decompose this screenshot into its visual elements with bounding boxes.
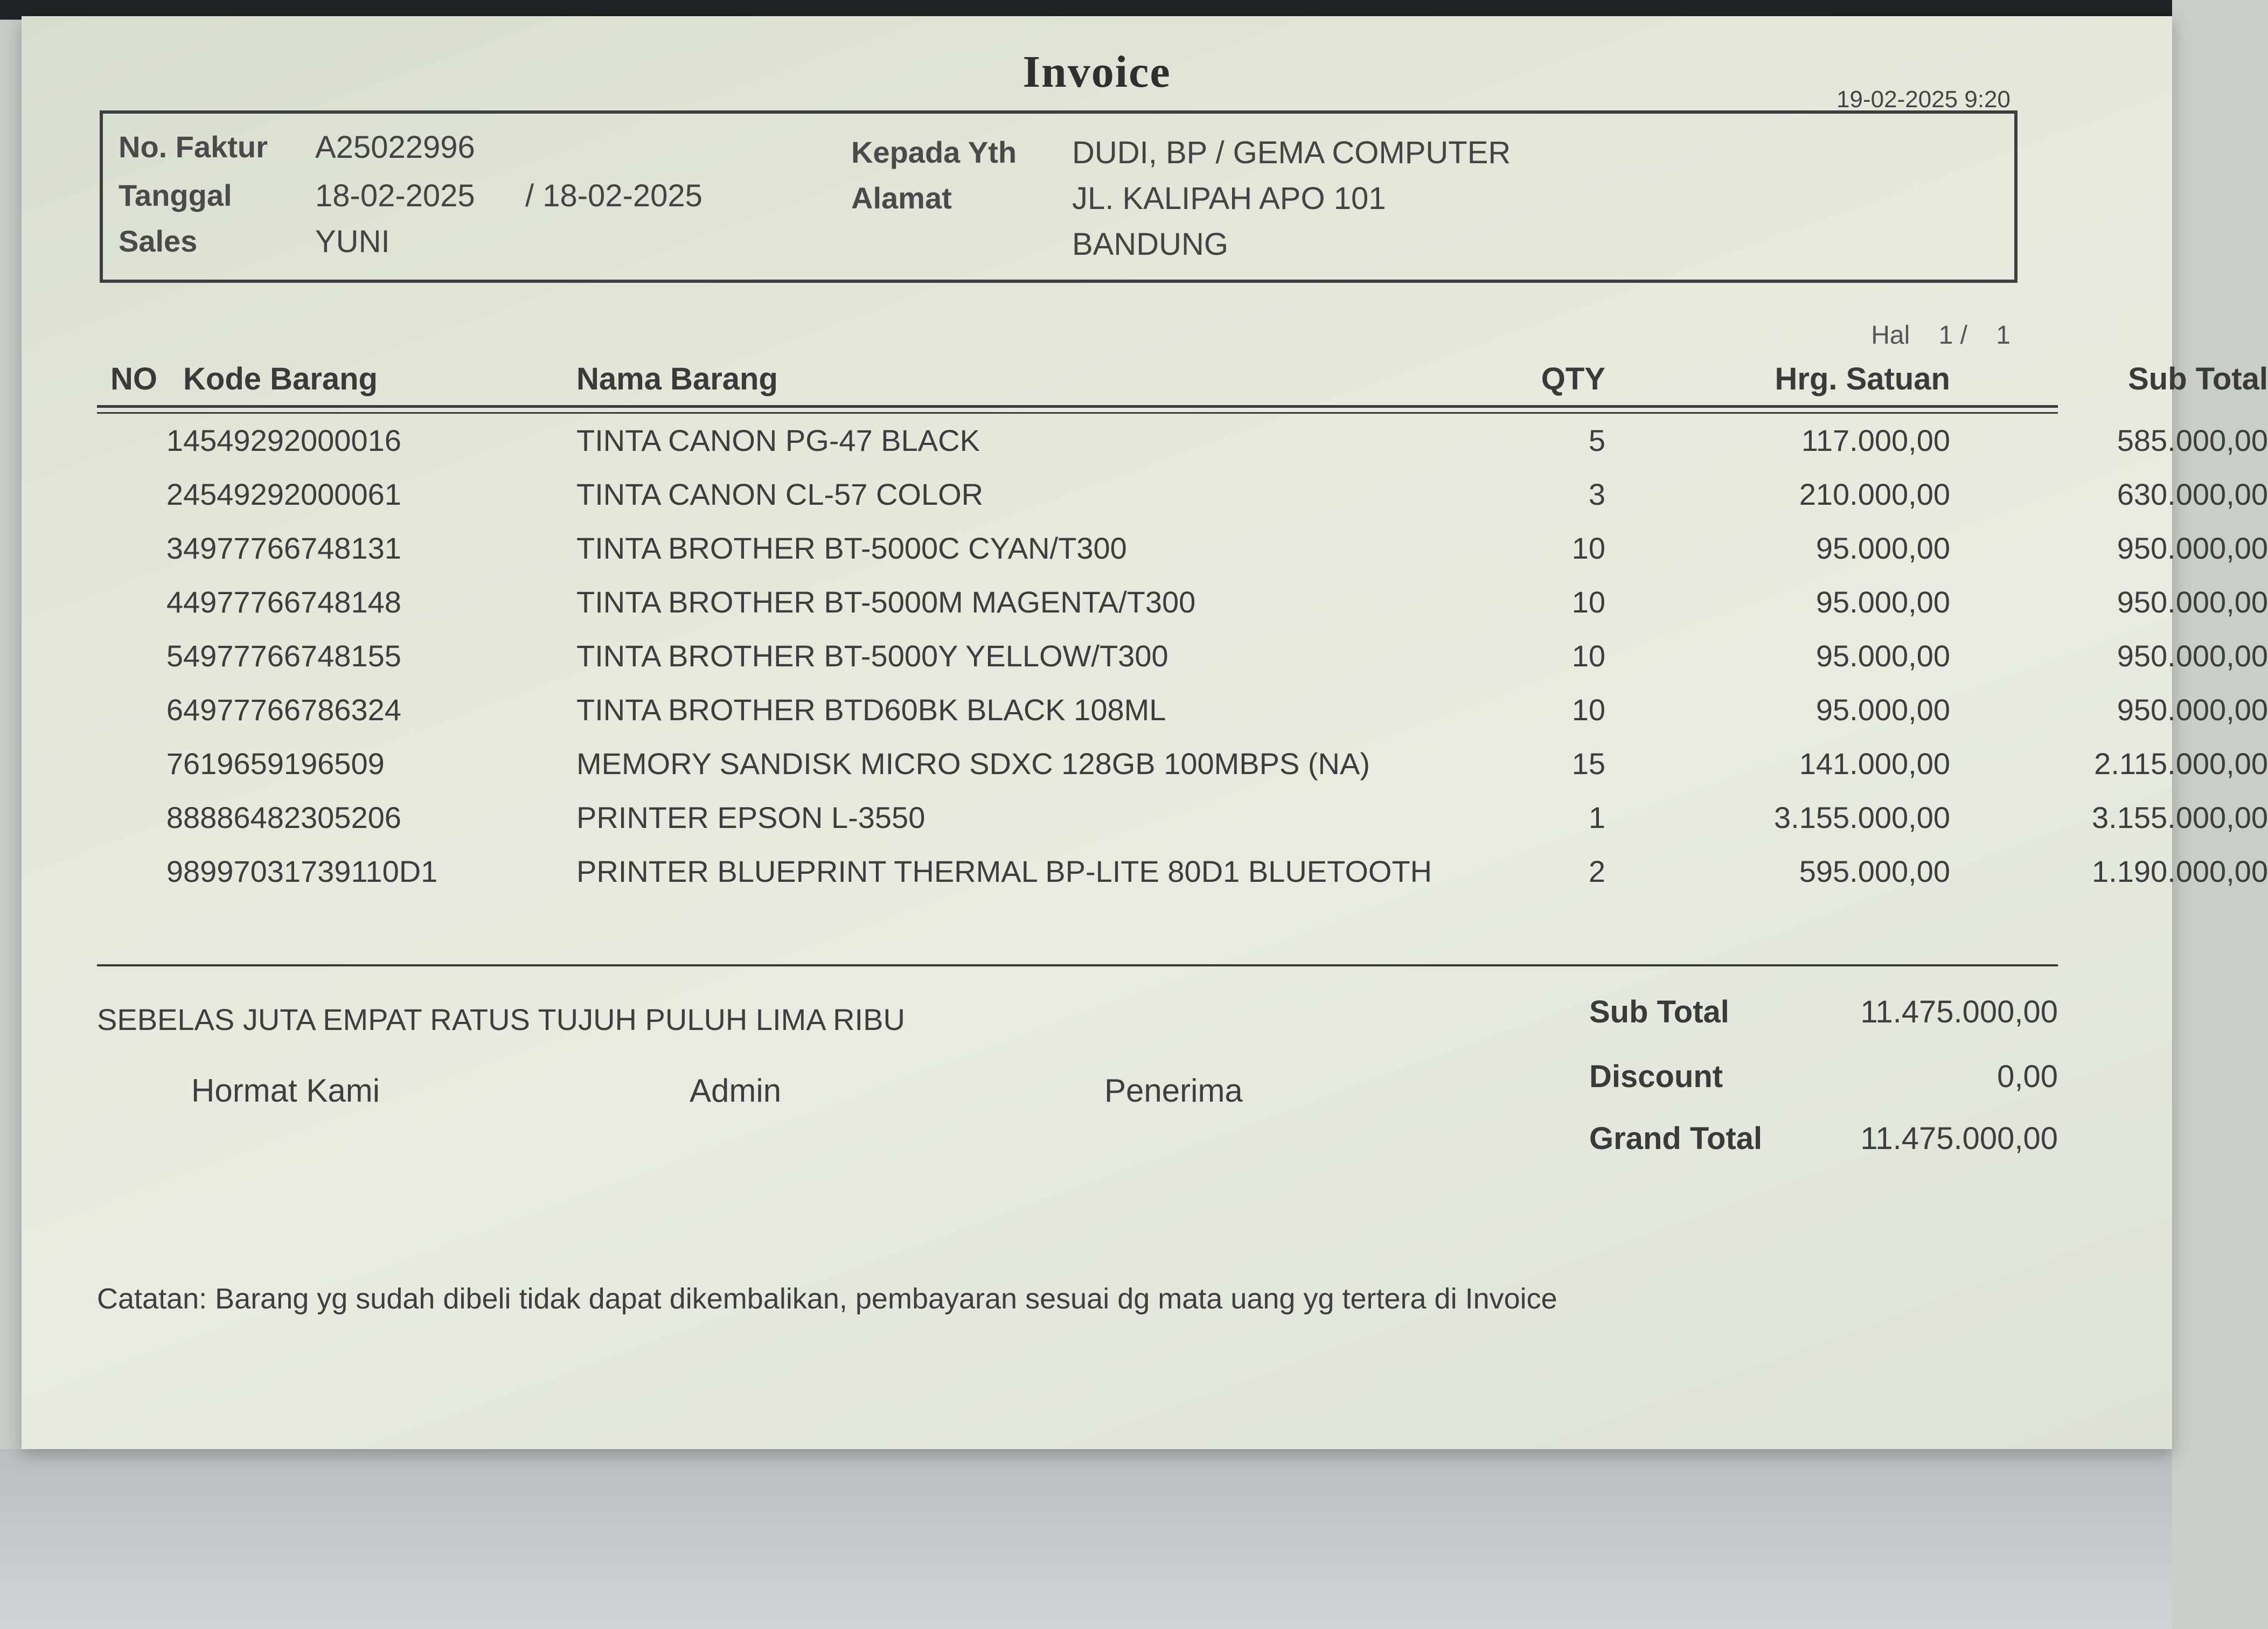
header-rule-bottom (97, 412, 2058, 414)
alamat-line-1: JL. KALIPAH APO 101 (1072, 181, 1386, 216)
table-row (22, 746, 2268, 800)
col-header-harga: Hrg. Satuan (1775, 361, 1950, 396)
row-qty: 10 (1571, 531, 1605, 565)
row-kode: 4977766786324 (183, 693, 401, 727)
row-no: 4 (166, 585, 183, 619)
row-qty: 5 (1588, 423, 1605, 457)
signature-penerima: Penerima (1104, 1073, 1243, 1109)
page-label: Hal (1871, 321, 1910, 350)
kepada-value: DUDI, BP / GEMA COMPUTER (1072, 135, 1511, 170)
row-qty: 10 (1571, 639, 1605, 673)
row-qty: 15 (1571, 747, 1605, 781)
row-kode: 4977766748148 (183, 585, 401, 619)
sales-value: YUNI (315, 224, 390, 259)
row-kode: 4977766748155 (183, 639, 401, 673)
table-row (22, 531, 2268, 584)
row-no: 8 (166, 800, 183, 834)
col-header-subtotal: Sub Total (2128, 361, 2268, 396)
table-row (22, 692, 2268, 746)
col-header-kode: Kode Barang (183, 361, 378, 396)
table-row (22, 584, 2268, 638)
alamat-label: Alamat (851, 181, 952, 215)
table-row (22, 638, 2268, 692)
row-nama: PRINTER BLUEPRINT THERMAL BP-LITE 80D1 BLUETOOTH (576, 854, 1432, 888)
invoice-title: Invoice (1022, 47, 1171, 97)
col-header-nama: Nama Barang (576, 361, 778, 396)
no-faktur-value: A25022996 (315, 130, 475, 165)
row-nama: TINTA BROTHER BT-5000Y YELLOW/T300 (576, 639, 1168, 673)
page-total: 1 (1996, 321, 2010, 350)
row-nama: PRINTER EPSON L-3550 (576, 800, 926, 834)
col-header-no: NO (110, 361, 157, 396)
row-subtotal: 950.000,00 (2117, 531, 2268, 565)
page-info (1871, 321, 2010, 350)
row-nama: MEMORY SANDISK MICRO SDXC 128GB 100MBPS (NA) (576, 747, 1370, 781)
row-kode: 4977766748131 (183, 531, 401, 565)
sales-label: Sales (119, 224, 198, 258)
header-rule-top (97, 405, 2058, 408)
row-no: 2 (166, 477, 183, 511)
table-row (22, 800, 2268, 854)
summary-grand-total-label: Grand Total (1589, 1121, 1763, 1156)
row-no: 9 (166, 854, 183, 888)
desk-surface (0, 1449, 2172, 1629)
invoice-note: Catatan: Barang yg sudah dibeli tidak dapat dikembalikan, pembayaran sesuai dg mata uang yg tertera di Invoice (97, 1283, 1557, 1315)
row-qty: 1 (1588, 800, 1605, 834)
row-no: 5 (166, 639, 183, 673)
row-kode: 4549292000061 (183, 477, 401, 511)
row-kode: 619659196509 (183, 747, 385, 781)
row-nama: TINTA CANON CL-57 COLOR (576, 477, 984, 511)
row-qty: 10 (1571, 585, 1605, 619)
kepada-label: Kepada Yth (851, 135, 1017, 169)
col-header-qty: QTY (1541, 361, 1605, 396)
row-subtotal: 630.000,00 (2117, 477, 2268, 511)
row-nama: TINTA BROTHER BT-5000M MAGENTA/T300 (576, 585, 1196, 619)
no-faktur-label: No. Faktur (119, 130, 268, 164)
row-kode: 4549292000016 (183, 423, 401, 457)
row-subtotal: 2.115.000,00 (2094, 747, 2268, 781)
row-harga: 95.000,00 (1815, 531, 1950, 565)
print-datetime: 19-02-2025 9:20 (1836, 86, 2010, 113)
row-subtotal: 950.000,00 (2117, 693, 2268, 727)
row-qty: 2 (1588, 854, 1605, 888)
row-harga: 3.155.000,00 (1774, 800, 1950, 834)
row-kode: 8886482305206 (183, 800, 401, 834)
row-kode: 8997031739110D1 (183, 854, 438, 888)
row-harga: 141.000,00 (1799, 747, 1950, 781)
row-no: 6 (166, 693, 183, 727)
row-harga: 95.000,00 (1815, 585, 1950, 619)
row-nama: TINTA BROTHER BT-5000C CYAN/T300 (576, 531, 1127, 565)
page-current: 1 / (1938, 321, 1967, 350)
row-subtotal: 950.000,00 (2117, 585, 2268, 619)
row-subtotal: 3.155.000,00 (2092, 800, 2268, 834)
alamat-line-2: BANDUNG (1072, 227, 1229, 262)
row-harga: 210.000,00 (1799, 477, 1950, 511)
row-harga: 117.000,00 (1801, 423, 1950, 457)
row-harga: 595.000,00 (1799, 854, 1950, 888)
row-subtotal: 950.000,00 (2117, 639, 2268, 673)
table-row (22, 477, 2268, 531)
row-harga: 95.000,00 (1815, 639, 1950, 673)
row-no: 3 (166, 531, 183, 565)
signature-hormat-kami: Hormat Kami (191, 1073, 380, 1109)
summary-subtotal-label: Sub Total (1589, 994, 1729, 1029)
row-subtotal: 585.000,00 (2117, 423, 2268, 457)
row-qty: 3 (1588, 477, 1605, 511)
summary-discount-label: Discount (1589, 1059, 1723, 1094)
amount-in-words: SEBELAS JUTA EMPAT RATUS TUJUH PULUH LIMA RIBU (97, 1003, 905, 1036)
table-row (22, 854, 2268, 908)
summary-grand-total-value: 11.475.000,00 (1860, 1121, 2058, 1156)
tanggal-value: 18-02-2025 (315, 178, 475, 213)
row-no: 1 (166, 423, 183, 457)
tanggal-due-value: / 18-02-2025 (525, 178, 702, 213)
row-qty: 10 (1571, 693, 1605, 727)
summary-subtotal-value: 11.475.000,00 (1860, 994, 2058, 1029)
row-subtotal: 1.190.000,00 (2092, 854, 2268, 888)
summary-discount-value: 0,00 (1997, 1059, 2058, 1094)
footer-rule (97, 964, 2058, 966)
row-nama: TINTA CANON PG-47 BLACK (576, 423, 980, 457)
tanggal-label: Tanggal (119, 178, 232, 212)
invoice-sheet (22, 16, 2268, 1449)
row-nama: TINTA BROTHER BTD60BK BLACK 108ML (576, 693, 1166, 727)
row-no: 7 (166, 747, 183, 781)
table-row (22, 423, 2268, 477)
signature-admin: Admin (690, 1073, 782, 1109)
row-harga: 95.000,00 (1815, 693, 1950, 727)
